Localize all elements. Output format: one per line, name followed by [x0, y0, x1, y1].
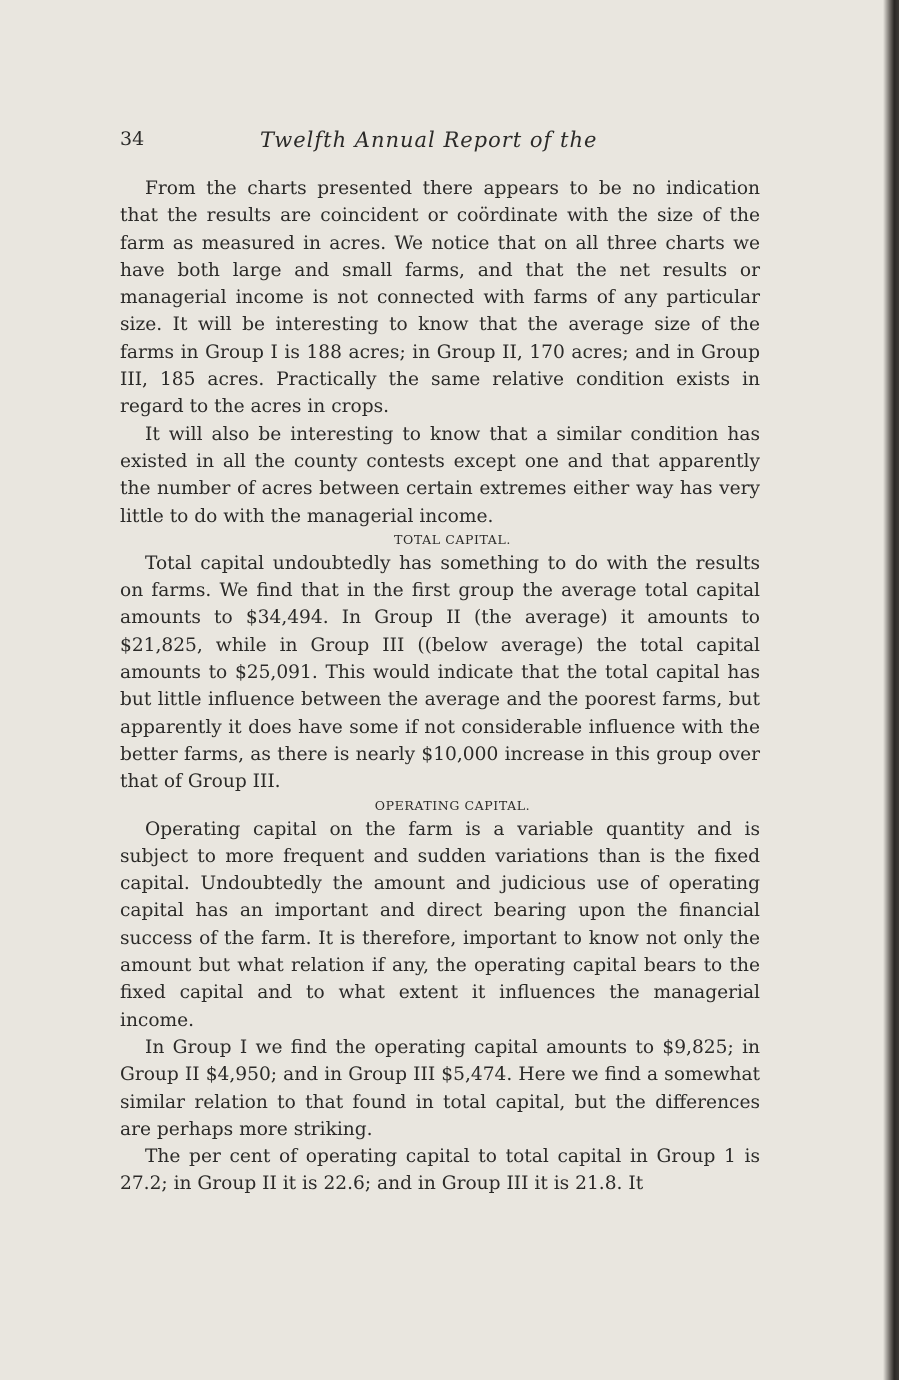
paragraph-operating-percent: The per cent of operating capital to total capital in Group 1 is 27.2; in Group II it is 22.6; and in Group III it is 21.8. It	[120, 1146, 760, 1195]
paragraph-farm-size: From the charts presented there appears to be no indication that the results are coincident or coördinate with the size of the farm as measured in acres. We notice that on all three charts we have both large and small farms, and that the net results or managerial income is not connected with farms of any particular size. It will be interesting to know that the average size of the farms in Group I is 188 acres; in Group II, 170 acres; and in Group III, 185 acres. Practically the same relative condition exists in regard to the acres in crops.	[120, 178, 760, 418]
running-title: Twelfth Annual Report of the	[260, 128, 598, 152]
section-heading-total-capital: TOTAL CAPITAL.	[394, 531, 511, 547]
page-header	[120, 128, 770, 158]
section-heading-operating-capital: OPERATING CAPITAL.	[374, 797, 531, 813]
page-binding-edge	[883, 0, 899, 1380]
page-number: 34	[120, 128, 145, 150]
paragraph-total-capital: Total capital undoubtedly has something to do with the results on farms. We find that in the first group the average total capital amounts to $34,494. In Group II (the average) it amounts to $21,825, while in Group III ((below average) the total capital amounts to $25,091. This would indicate that the total capital has but little influence between the average and the poorest farms, but apparently it does have some if not considerable influence with the better farms, as there is nearly $10,000 increase in this group over that of Group III.	[120, 552, 760, 793]
page-body	[120, 175, 760, 1198]
paragraph-group-operating-amounts: In Group I we find the operating capital amounts to $9,825; in Group II $4,950; and in Group III $5,474. Here we find a somewhat similar relation to that found in total capital, but the differences are perhaps more striking.	[120, 1036, 760, 1140]
paragraph-operating-capital: Operating capital on the farm is a variable quantity and is subject to more frequent and sudden variations than is the fixed capital. Undoubtedly the amount and judicious use of operating capital has an important and direct bearing upon the financial success of the farm. It is therefore, important to know not only the amount but what relation if any, the operating capital bears to the fixed capital and to what extent it influences the managerial income.	[120, 818, 760, 1031]
paragraph-county-contests: It will also be interesting to know that a similar condition has existed in all the county contests except one and that apparently the number of acres between certain extremes either way has very little to do with the managerial income.	[120, 423, 760, 527]
